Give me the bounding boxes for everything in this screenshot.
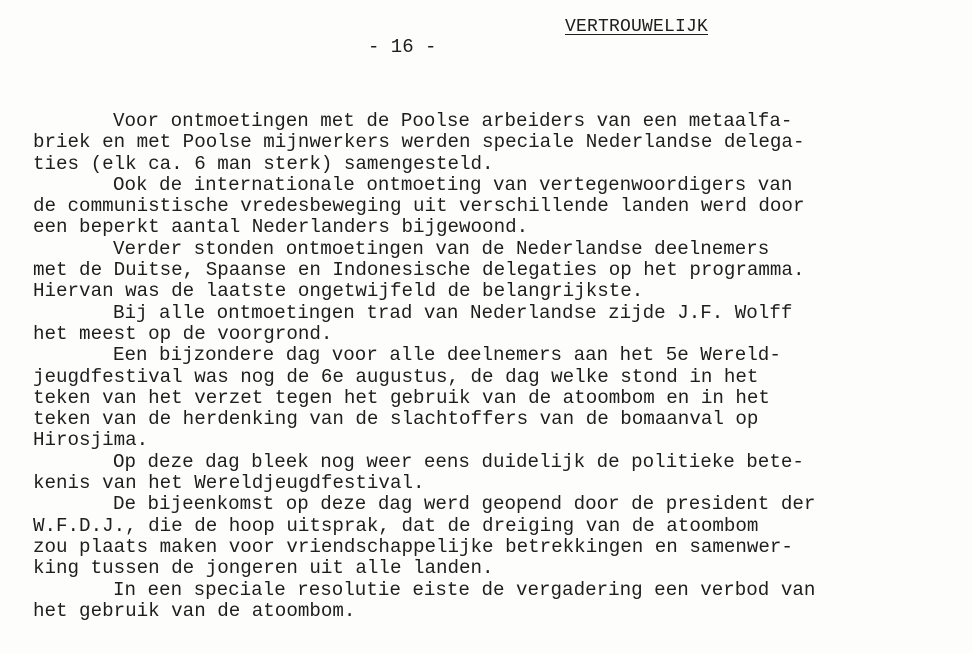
text-line: Op deze dag bleek nog weer eens duidelijk de politieke bete- [113,450,804,473]
text-line: Hiervan was de laatste ongetwijfeld de belangrijkste. [33,280,644,303]
text-line: Bij alle ontmoetingen trad van Nederlandse zijde J.F. Wolff [113,301,793,324]
text-line: teken van de herdenking van de slachtoffers van de bomaanval op [33,408,759,431]
text-line: Ook de internationale ontmoeting van vertegenwoordigers van [113,173,793,196]
text-line: het gebruik van de atoombom. [33,599,356,622]
text-line: Voor ontmoetingen met de Poolse arbeiders van een metaalfa- [113,110,793,132]
text-line: het meest op de voorgrond. [33,322,333,345]
text-line: In een speciale resolutie eiste de vergadering een verbod van [113,578,816,601]
text-line: De bijeenkomst op deze dag werd geopend door de president der [113,493,816,516]
text-line: met de Duitse, Spaanse en Indonesische delegaties op het programma. [33,259,805,282]
text-line: briek en met Poolse mijnwerkers werden speciale Nederlandse delega- [33,131,805,154]
text-line: zou plaats maken voor vriendschappelijke betrekkingen en samenwer- [33,535,793,558]
text-line: Hirosjima. [33,429,149,452]
text-line: teken van het verzet tegen het gebruik van de atoombom en in het [33,386,770,409]
text-line: een beperkt aantal Nederlanders bijgewoond. [33,216,529,239]
text-line: king tussen de jongeren uit alle landen. [33,557,494,580]
text-line: de communistische vredesbeweging uit verschillende landen werd door [33,195,805,218]
classification-label: VERTROUWELIJK [565,17,709,37]
text-line: ties (elk ca. 6 man sterk) samengesteld. [33,152,494,175]
text-line: Verder stonden ontmoetingen van de Nederlandse deelnemers [113,237,770,260]
text-line: W.F.D.J., die de hoop uitsprak, dat de dreiging van de atoombom [33,514,759,537]
text-line: Een bijzondere dag voor alle deelnemers aan het 5e Wereld- [113,344,781,367]
text-line: kenis van het Wereldjeugdfestival. [33,472,425,495]
page-number: - 16 - [368,36,437,58]
text-line: jeugdfestival was nog de 6e augustus, de dag welke stond in het [33,365,759,388]
body-text [0,111,972,622]
